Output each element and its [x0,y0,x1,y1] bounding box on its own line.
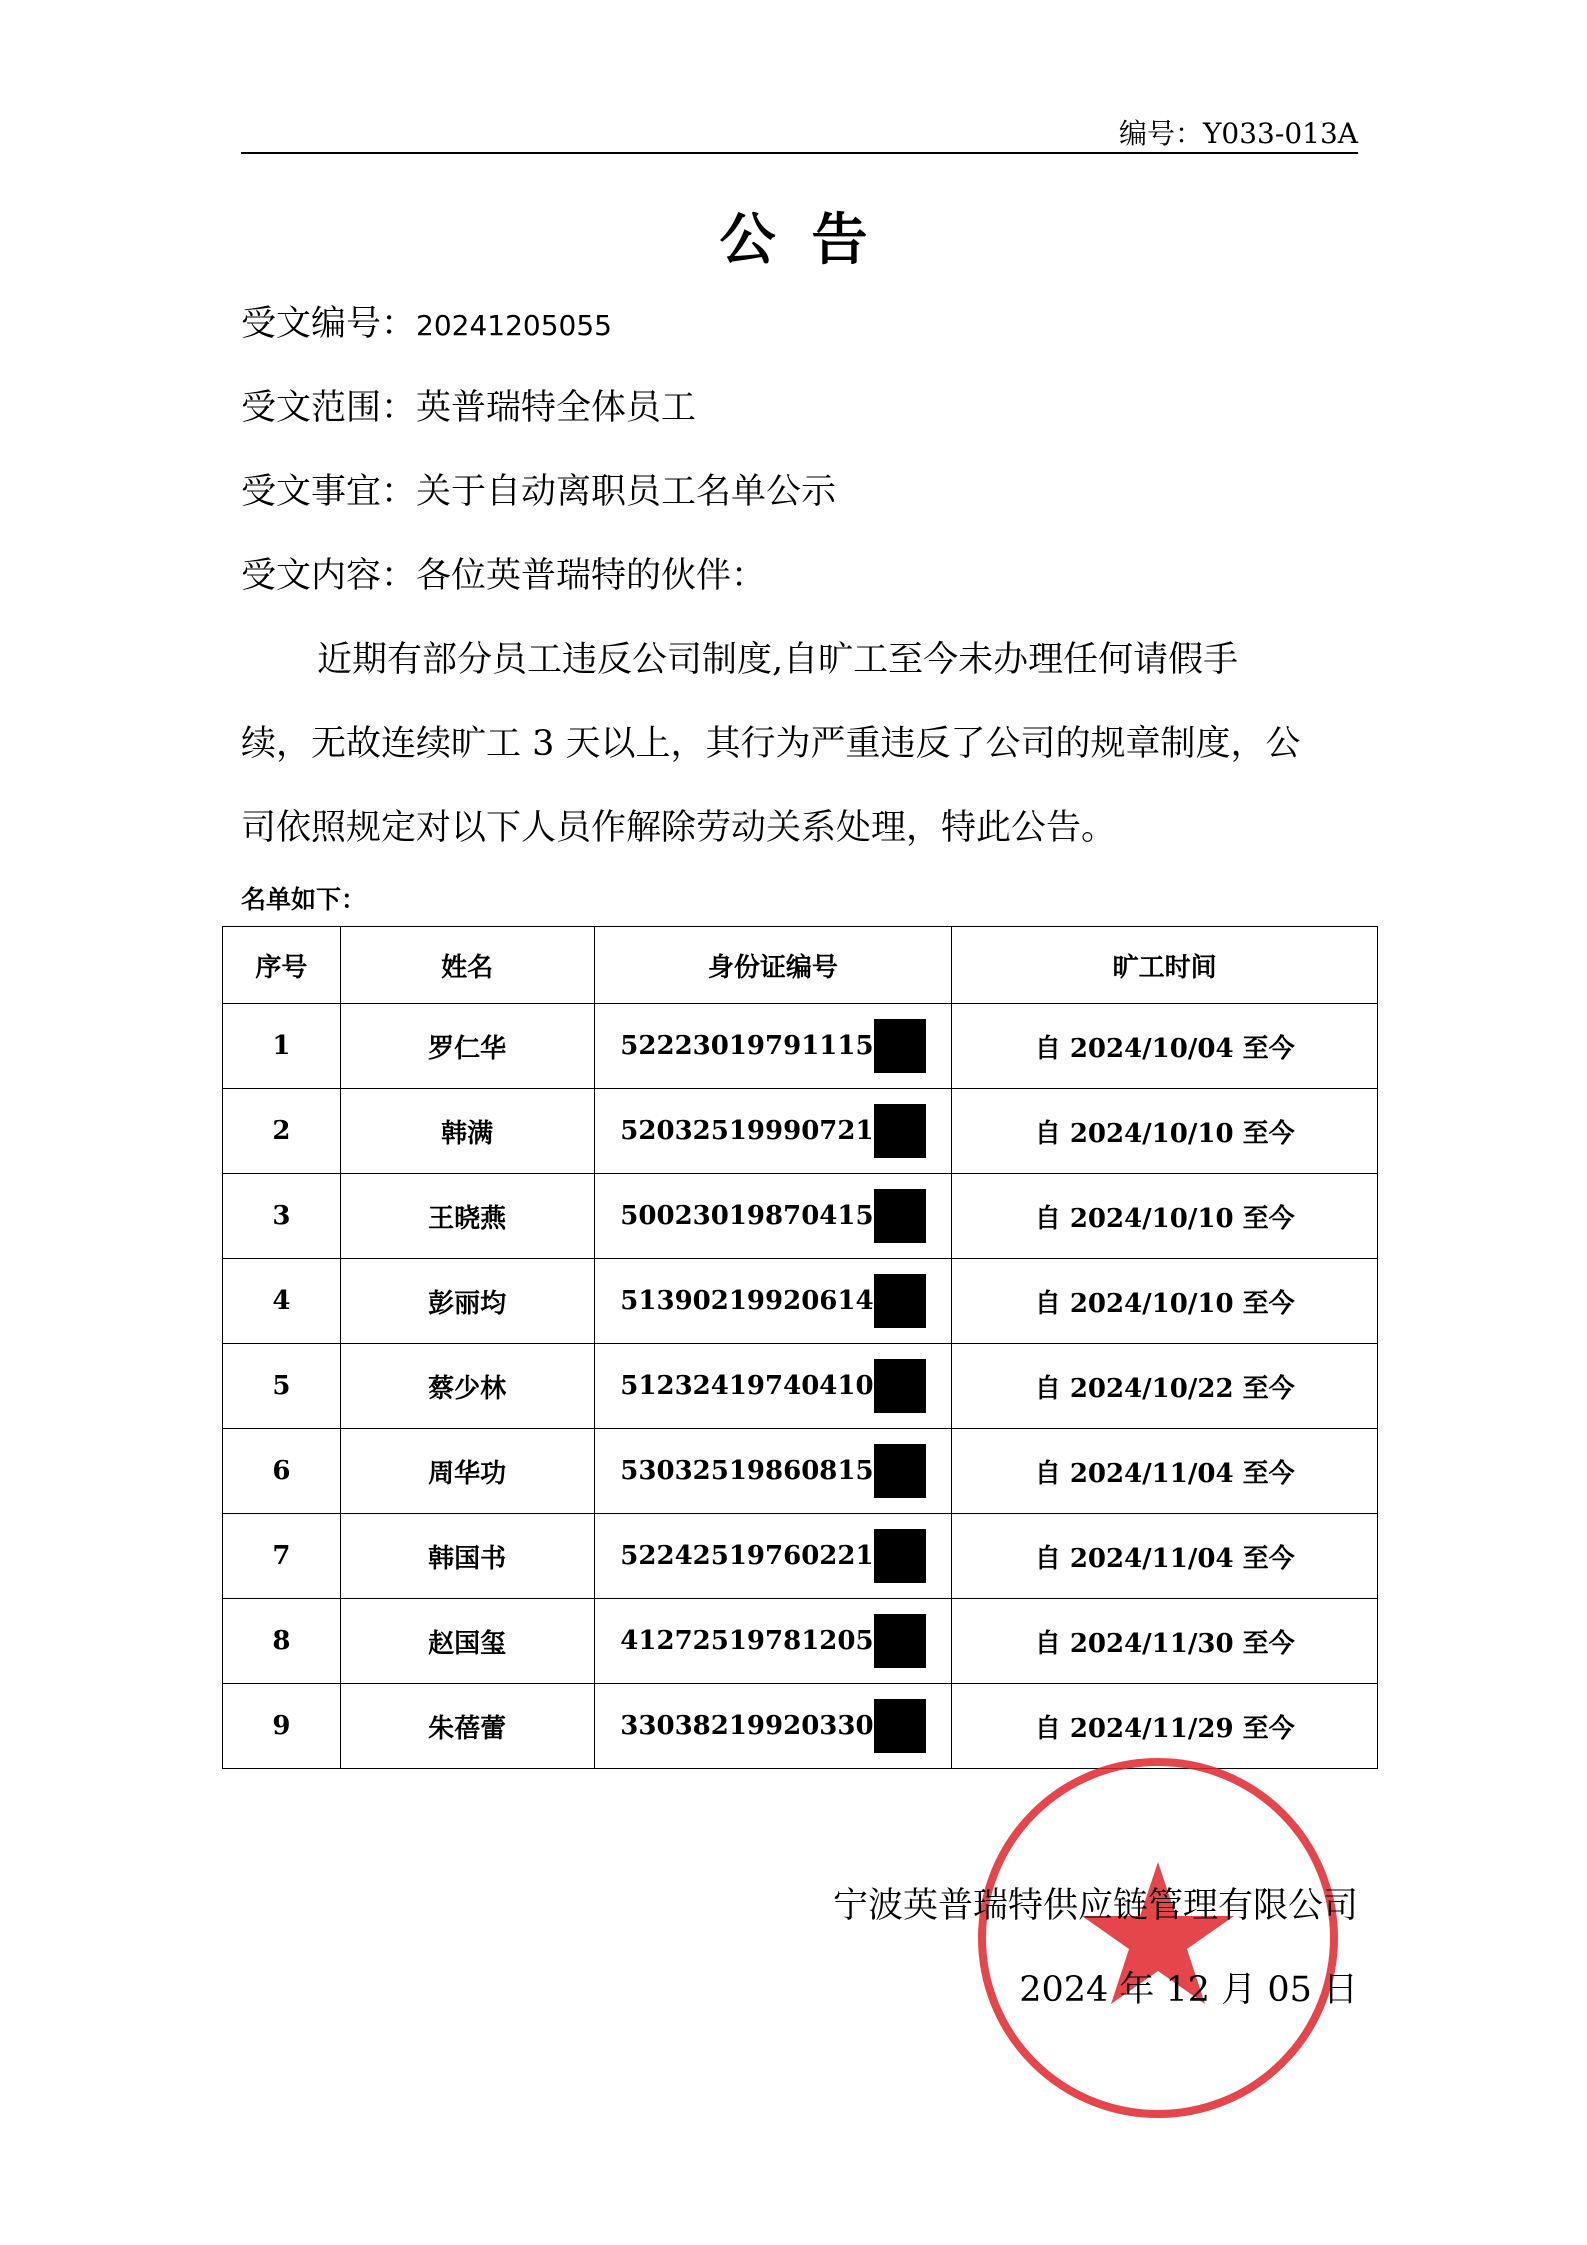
table-row [223,1259,1378,1344]
row-number: 1 [223,1004,341,1089]
page-title: 公告 [719,207,904,273]
row-id [594,1089,952,1174]
matter-field [241,464,836,514]
row-number: 8 [223,1599,341,1684]
row-id [594,1514,952,1599]
list-header: 名单如下： [241,885,367,914]
content-label: 受文内容： [241,556,417,596]
content-field [241,548,766,598]
row-id [594,1429,952,1514]
id-text: 51232419740410 [620,1371,874,1401]
id-text: 50023019870415 [620,1201,874,1231]
row-id [594,1004,952,1089]
body-line-1: 近期有部分员工违反公司制度,自旷工至今未办理任何请假手 [317,640,1239,680]
redaction-block [874,1019,926,1073]
table-row [223,1429,1378,1514]
id-text: 52032519990721 [620,1116,874,1146]
row-name: 韩国书 [340,1514,594,1599]
row-number: 5 [223,1344,341,1429]
row-id [594,1599,952,1684]
id-text: 52242519760221 [620,1541,874,1571]
row-name: 韩满 [340,1089,594,1174]
header-absence: 旷工时间 [952,927,1378,1004]
company-seal [972,1752,1344,2124]
row-absence: 自 2024/11/30 至今 [952,1599,1378,1684]
row-absence: 自 2024/11/04 至今 [952,1429,1378,1514]
row-absence: 自 2024/10/04 至今 [952,1004,1378,1089]
row-name: 罗仁华 [340,1004,594,1089]
redaction-block [874,1529,926,1583]
body-line-2: 续，无故连续旷工 3 天以上，其行为严重违反了公司的规章制度，公 [241,724,1301,764]
matter-label: 受文事宜： [241,472,417,512]
redaction-block [874,1444,926,1498]
row-absence: 自 2024/10/10 至今 [952,1089,1378,1174]
id-text: 33038219920330 [620,1711,874,1741]
table-row [223,1174,1378,1259]
row-absence: 自 2024/11/04 至今 [952,1514,1378,1599]
row-absence: 自 2024/10/22 至今 [952,1344,1378,1429]
redaction-block [874,1614,926,1668]
scope-label: 受文范围： [241,388,417,428]
row-absence: 自 2024/10/10 至今 [952,1174,1378,1259]
signature-date: 2024 年 12 月 05 日 [1019,1970,1358,2010]
employee-table [222,926,1378,1769]
id-text: 52223019791115 [620,1031,874,1061]
id-text: 51390219920614 [620,1286,874,1316]
receipt-number-field [241,296,612,346]
redaction-block [874,1274,926,1328]
row-id [594,1259,952,1344]
row-id [594,1174,952,1259]
table-row [223,1344,1378,1429]
row-absence: 自 2024/10/10 至今 [952,1259,1378,1344]
scope-value: 英普瑞特全体员工 [416,388,697,428]
redaction-block [874,1189,926,1243]
row-id [594,1344,952,1429]
row-number: 4 [223,1259,341,1344]
table-row [223,1089,1378,1174]
receipt-number-value: 20241205055 [416,309,612,342]
row-name: 赵国玺 [340,1599,594,1684]
document-number: 编号：Y033-013A [1118,117,1358,150]
row-absence: 自 2024/11/29 至今 [952,1684,1378,1769]
header-rule [241,152,1358,154]
header-number: 序号 [223,927,341,1004]
row-number: 2 [223,1089,341,1174]
row-number: 7 [223,1514,341,1599]
signature-company: 宁波英普瑞特供应链管理有限公司 [832,1886,1358,1926]
header-id: 身份证编号 [594,927,952,1004]
row-name: 朱蓓蕾 [340,1684,594,1769]
header-name: 姓名 [340,927,594,1004]
table-header-row [223,927,1378,1004]
row-number: 3 [223,1174,341,1259]
table-row [223,1599,1378,1684]
row-number: 9 [223,1684,341,1769]
table-row [223,1004,1378,1089]
redaction-block [874,1699,926,1753]
redaction-block [874,1104,926,1158]
scope-field [241,380,696,430]
id-text: 53032519860815 [620,1456,874,1486]
row-name: 王晓燕 [340,1174,594,1259]
body-line-3: 司依照规定对以下人员作解除劳动关系处理，特此公告。 [241,808,1117,848]
row-name: 彭丽均 [340,1259,594,1344]
table-row [223,1514,1378,1599]
redaction-block [874,1359,926,1413]
id-text: 41272519781205 [620,1626,874,1656]
content-value: 各位英普瑞特的伙伴： [416,556,767,596]
matter-value: 关于自动离职员工名单公示 [416,472,837,512]
row-name: 蔡少林 [340,1344,594,1429]
row-name: 周华功 [340,1429,594,1514]
row-number: 6 [223,1429,341,1514]
row-id [594,1684,952,1769]
receipt-number-label: 受文编号： [241,304,417,344]
